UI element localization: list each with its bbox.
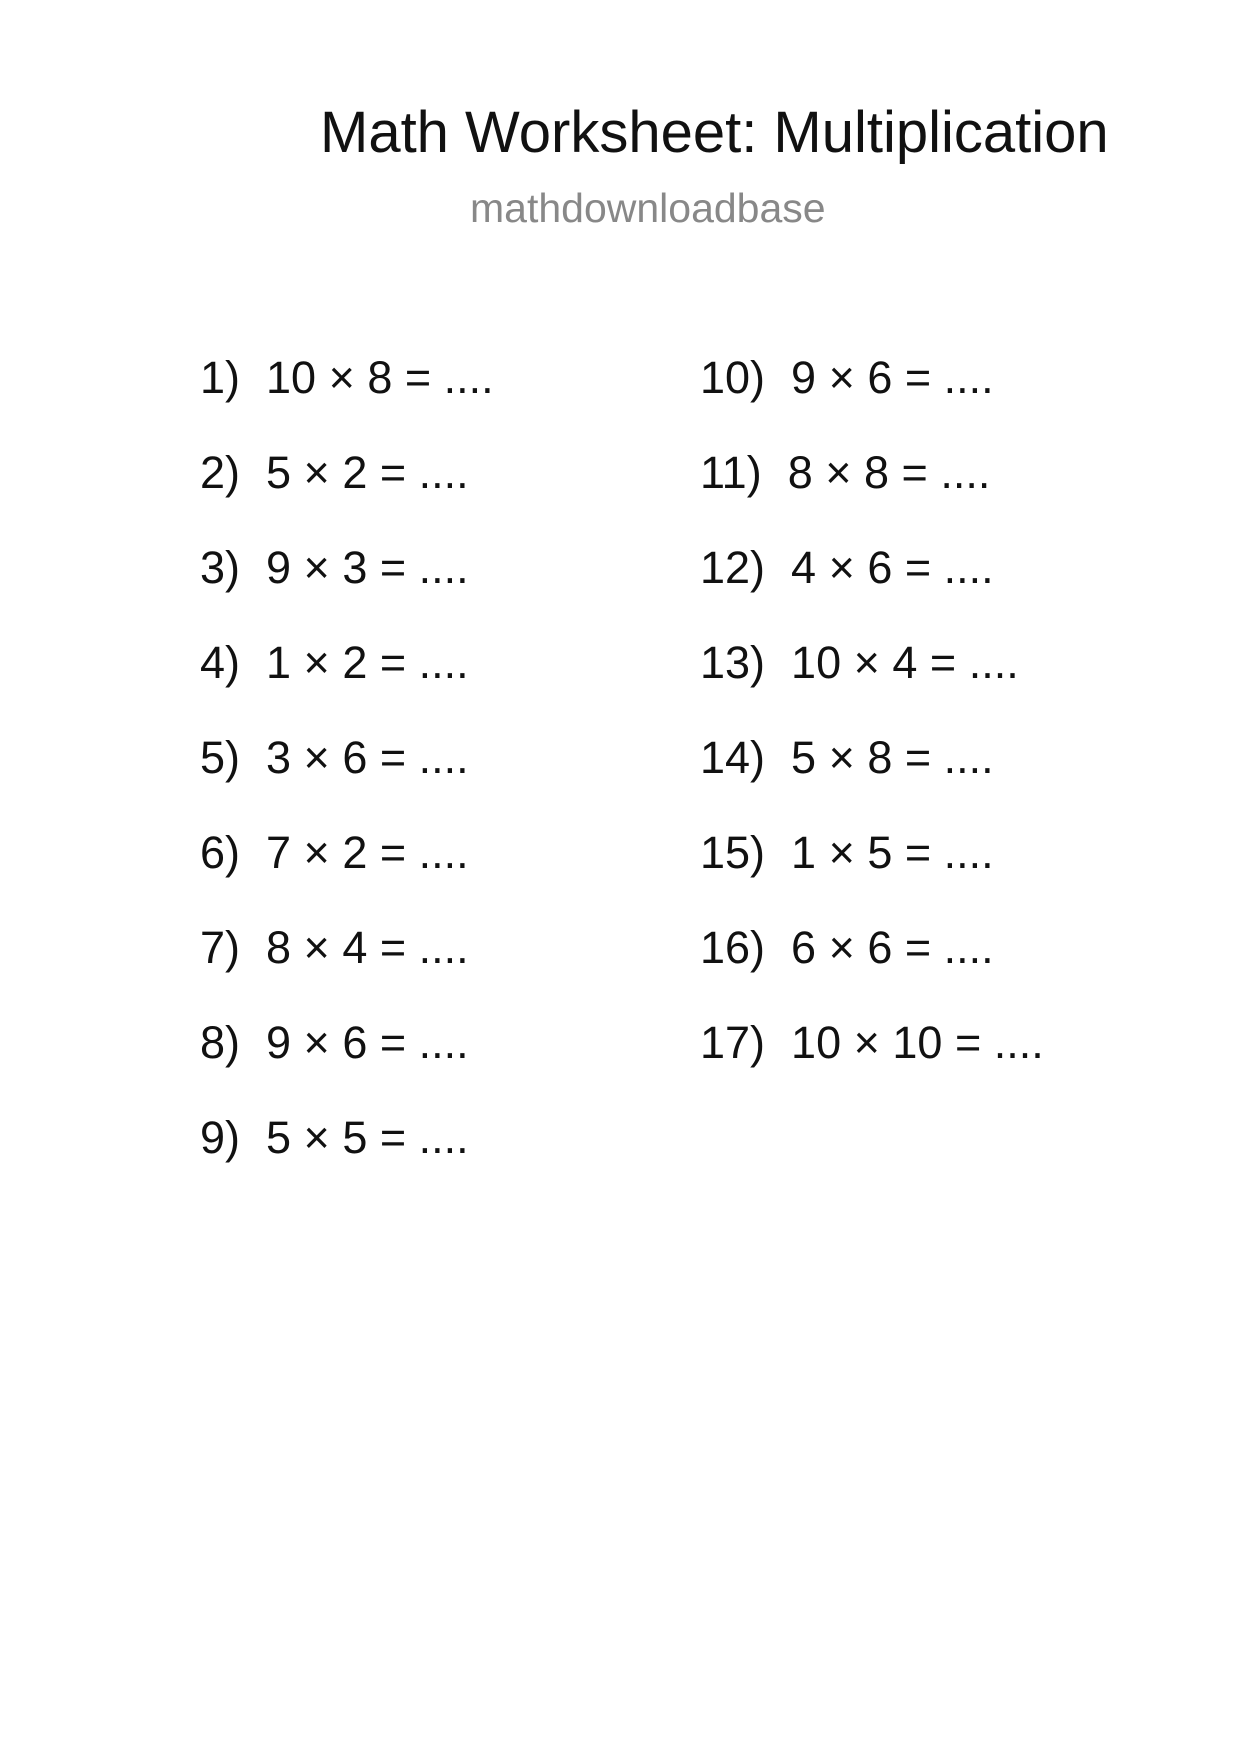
- problem-expression: 10 × 4 = ....: [791, 637, 1019, 688]
- problem-number: 8): [200, 1017, 241, 1068]
- problem-item: [200, 732, 494, 827]
- problem-expression: 9 × 6 = ....: [791, 352, 994, 403]
- problem-item: [200, 1017, 494, 1112]
- problem-number: 13): [700, 637, 766, 688]
- problem-item: [700, 732, 1044, 827]
- problem-expression: 8 × 8 = ....: [787, 447, 991, 498]
- problem-item: [700, 922, 1044, 1017]
- problem-number: 3): [200, 542, 241, 593]
- problem-number: 16): [700, 922, 766, 973]
- problem-number: 14): [700, 732, 766, 783]
- problem-item: [700, 542, 1044, 637]
- worksheet-source: mathdownloadbase: [470, 185, 826, 231]
- problem-item: [200, 1112, 494, 1207]
- problem-number: 9): [200, 1112, 241, 1163]
- problem-number: 4): [200, 637, 241, 688]
- problem-expression: 6 × 6 = ....: [791, 922, 994, 973]
- problem-expression: 8 × 4 = ....: [266, 922, 469, 973]
- problem-expression: 9 × 6 = ....: [266, 1017, 469, 1068]
- problem-item: [700, 1017, 1044, 1112]
- problem-item: [200, 542, 494, 637]
- problem-item: [200, 827, 494, 922]
- problem-number: 10): [700, 352, 766, 403]
- problem-column-right: [700, 352, 1044, 1112]
- problem-item: [700, 827, 1044, 922]
- problem-expression: 5 × 5 = ....: [266, 1112, 469, 1163]
- problem-expression: 3 × 6 = ....: [266, 732, 469, 783]
- problem-item: [200, 637, 494, 732]
- problem-item: [700, 447, 1044, 542]
- problem-number: 5): [200, 732, 241, 783]
- problem-expression: 5 × 8 = ....: [791, 732, 994, 783]
- problem-item: [700, 352, 1044, 447]
- problem-expression: 4 × 6 = ....: [791, 542, 994, 593]
- problem-item: [200, 922, 494, 1017]
- problem-expression: 1 × 5 = ....: [791, 827, 994, 878]
- problem-expression: 9 × 3 = ....: [266, 542, 469, 593]
- problem-number: 15): [700, 827, 766, 878]
- problem-number: 11): [700, 447, 762, 498]
- problem-item: [700, 637, 1044, 732]
- problem-column-left: [200, 352, 494, 1207]
- problem-number: 7): [200, 922, 241, 973]
- worksheet-title: Math Worksheet: Multiplication: [320, 100, 1109, 165]
- problem-item: [200, 352, 494, 447]
- problem-number: 6): [200, 827, 241, 878]
- problem-item: [200, 447, 494, 542]
- problem-expression: 5 × 2 = ....: [266, 447, 469, 498]
- problem-expression: 10 × 8 = ....: [266, 352, 494, 403]
- problem-expression: 7 × 2 = ....: [266, 827, 469, 878]
- problem-number: 12): [700, 542, 766, 593]
- problem-number: 2): [200, 447, 241, 498]
- problem-number: 1): [200, 352, 241, 403]
- problem-expression: 1 × 2 = ....: [266, 637, 469, 688]
- problem-expression: 10 × 10 = ....: [791, 1017, 1044, 1068]
- problem-number: 17): [700, 1017, 766, 1068]
